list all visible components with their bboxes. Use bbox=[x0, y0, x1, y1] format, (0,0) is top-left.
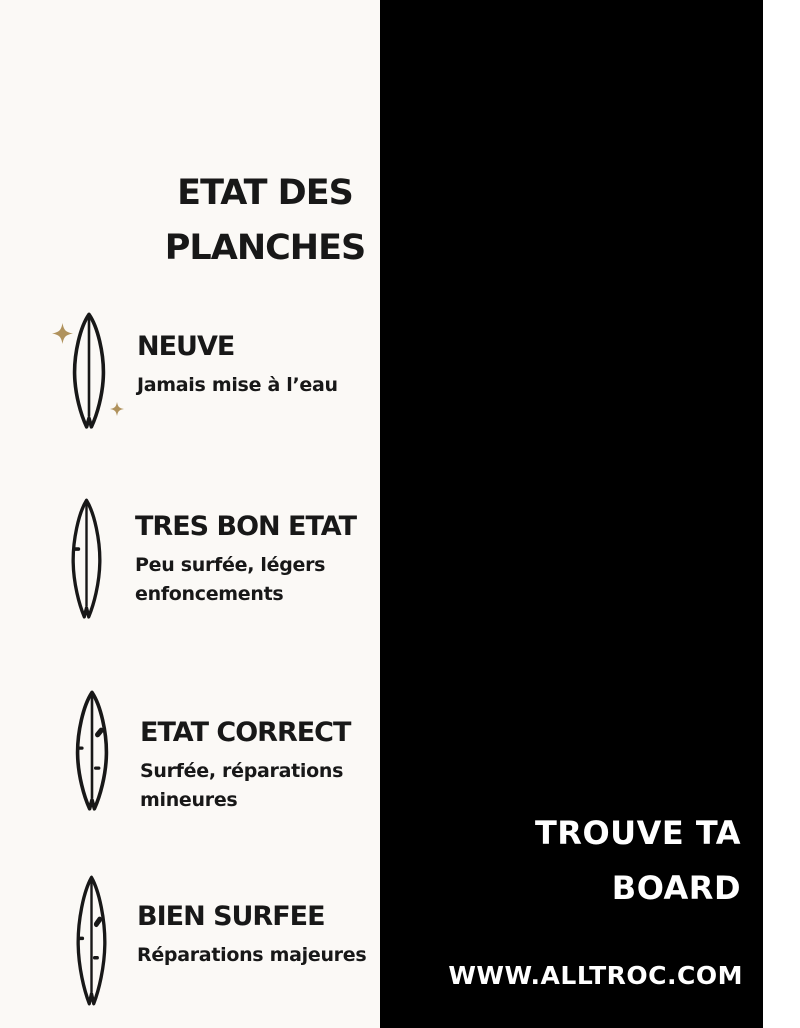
condition-texts bbox=[135, 512, 356, 609]
condition-description-line2: mineures bbox=[140, 789, 238, 811]
condition-texts bbox=[137, 332, 338, 400]
condition-description-line2: enfoncements bbox=[135, 583, 284, 605]
brand-tagline bbox=[380, 806, 741, 916]
condition-description bbox=[135, 551, 356, 609]
condition-description-line1: Jamais mise à l’eau bbox=[137, 374, 338, 396]
surfboard-new-icon bbox=[69, 312, 109, 430]
condition-description bbox=[137, 941, 366, 970]
condition-description-line1: Surfée, réparations bbox=[140, 760, 344, 782]
condition-name: BIEN SURFEE bbox=[137, 901, 325, 932]
condition-description-line1: Peu surfée, légers bbox=[135, 554, 326, 576]
condition-texts bbox=[137, 902, 366, 970]
condition-texts bbox=[140, 718, 350, 815]
brand-tagline-line2: BOARD bbox=[611, 869, 741, 907]
condition-name: TRES BON ETAT bbox=[135, 511, 357, 542]
surfboard-major-repairs-icon bbox=[73, 875, 110, 1007]
website-url: WWW.ALLTROC.COM bbox=[448, 961, 743, 990]
page-title bbox=[105, 166, 425, 276]
surfboard-light-dings-icon bbox=[68, 498, 105, 620]
page-title-line1: ETAT DES bbox=[177, 173, 353, 213]
surfboard-minor-repairs-icon bbox=[72, 690, 112, 812]
brand-tagline-line1: TROUVE TA bbox=[534, 814, 741, 852]
condition-name: NEUVE bbox=[137, 331, 235, 362]
condition-description bbox=[137, 371, 338, 400]
condition-description-line1: Réparations majeures bbox=[137, 944, 367, 966]
condition-name: ETAT CORRECT bbox=[140, 717, 351, 748]
sparkle-icon bbox=[110, 402, 124, 416]
condition-description bbox=[140, 757, 350, 815]
page-title-line2: PLANCHES bbox=[164, 228, 366, 268]
